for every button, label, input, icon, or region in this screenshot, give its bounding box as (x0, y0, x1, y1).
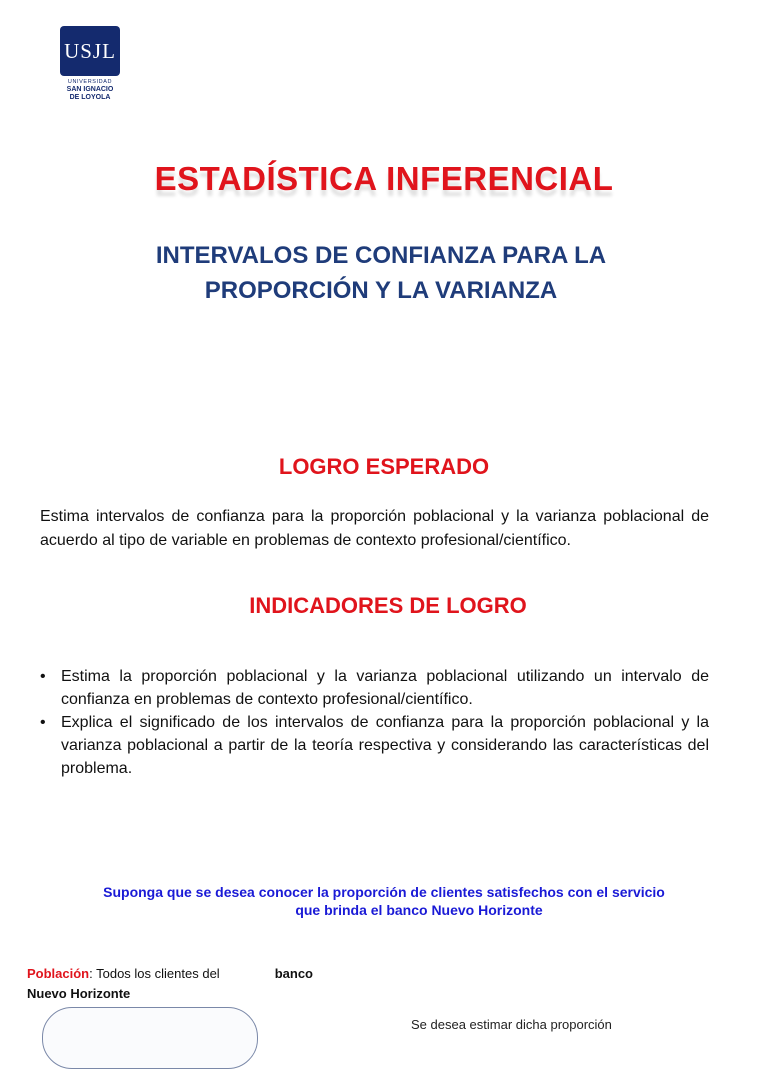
list-item-text: Estima la proporción poblacional y la varianza poblacional utilizando un intervalo de confianza en problemas de contexto profesional/científico. (61, 668, 709, 708)
poblacion-bold-word: banco (274, 966, 313, 981)
subtitle-line2: PROPORCIÓN Y LA VARIANZA (204, 277, 558, 304)
list-item-text: Explica el significado de los intervalos de confianza para la proporción poblacional y la varianza poblacional a partir de la teoría respectiva y considerando las características del problema. (61, 714, 709, 777)
question-line1: Suponga que se desea conocer la proporción de clientes satisfechos con el servicio (103, 884, 665, 900)
logro-text: Estima intervalos de confianza para la proporción poblacional y la varianza poblacional de acuerdo al tipo de variable en problemas de contexto profesional/científico. (40, 508, 709, 549)
page-title: ESTADÍSTICA INFERENCIAL (154, 160, 614, 197)
poblacion-lead (27, 964, 220, 984)
logo-caption-line1: UNIVERSIDAD (67, 79, 113, 85)
question-line2: que brinda el banco Nuevo Horizonte (295, 902, 543, 918)
poblacion-text: : Todos los clientes del (89, 966, 220, 981)
bullet-icon: • (40, 714, 46, 731)
logo-caption-line2: SAN IGNACIO (66, 86, 114, 93)
bullet-icon: • (40, 668, 46, 685)
subtitle-line1: INTERVALOS DE CONFIANZA PARA LA (155, 242, 607, 269)
page-subtitle (0, 238, 762, 308)
list-item (40, 711, 709, 780)
population-oval-shape (42, 1007, 258, 1069)
poblacion-bank-name: Nuevo Horizonte (27, 986, 131, 1001)
university-logo (60, 26, 120, 76)
poblacion-label: Población (27, 966, 90, 981)
indicadores-heading: INDICADORES DE LOGRO (249, 593, 527, 618)
indicadores-list (40, 665, 709, 780)
estimate-text: Se desea estimar dicha proporción (411, 1017, 612, 1032)
logro-heading: LOGRO ESPERADO (278, 454, 490, 479)
list-item (40, 665, 709, 711)
poblacion-row (27, 964, 313, 984)
logo-caption (52, 78, 128, 102)
poblacion-definition (27, 964, 313, 1004)
logo-mark: USJL (64, 38, 116, 63)
question-text (0, 883, 768, 919)
logo-caption-line3: DE LOYOLA (69, 94, 111, 101)
